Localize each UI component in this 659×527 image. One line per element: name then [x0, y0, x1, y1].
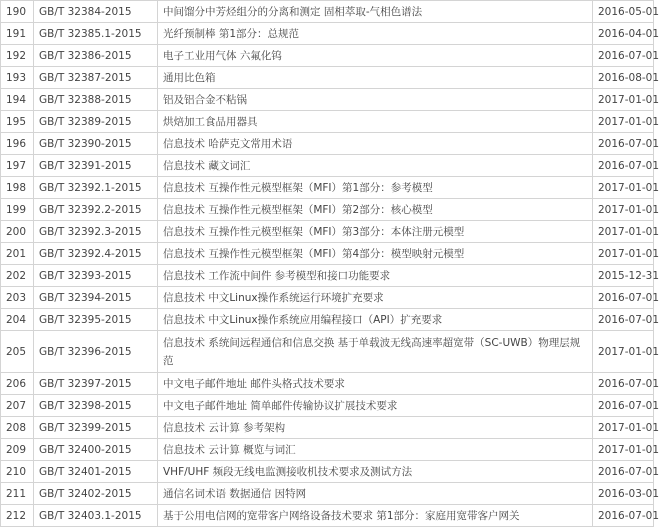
standard-code: GB/T 32391-2015 — [34, 155, 158, 177]
standard-code: GB/T 32400-2015 — [34, 439, 158, 461]
effective-date: 2017-01-01 — [593, 89, 654, 111]
standard-code: GB/T 32402-2015 — [34, 483, 158, 505]
standard-title: 信息技术 互操作性元模型框架（MFI）第4部分：模型映射元模型 — [158, 243, 593, 265]
effective-date: 2016-07-01 — [593, 155, 654, 177]
table-row — [1, 221, 654, 243]
row-number: 192 — [1, 45, 34, 67]
row-number: 200 — [1, 221, 34, 243]
table-row — [1, 177, 654, 199]
standard-code: GB/T 32385.1-2015 — [34, 23, 158, 45]
table-row — [1, 331, 654, 373]
effective-date: 2016-07-01 — [593, 461, 654, 483]
standard-title: 信息技术 云计算 参考架构 — [158, 417, 593, 439]
table-row — [1, 439, 654, 461]
standard-title: 信息技术 互操作性元模型框架（MFI）第1部分：参考模型 — [158, 177, 593, 199]
table-row — [1, 67, 654, 89]
row-number: 201 — [1, 243, 34, 265]
standard-title: VHF/UHF 频段无线电监测接收机技术要求及测试方法 — [158, 461, 593, 483]
row-number: 190 — [1, 1, 34, 23]
row-number: 205 — [1, 331, 34, 373]
standard-code: GB/T 32392.4-2015 — [34, 243, 158, 265]
row-number: 204 — [1, 309, 34, 331]
table-row — [1, 265, 654, 287]
table-row — [1, 1, 654, 23]
row-number: 211 — [1, 483, 34, 505]
standard-title: 信息技术 工作流中间件 参考模型和接口功能要求 — [158, 265, 593, 287]
standard-code: GB/T 32384-2015 — [34, 1, 158, 23]
standard-title: 中文电子邮件地址 邮件头格式技术要求 — [158, 373, 593, 395]
standard-title: 信息技术 哈萨克文常用术语 — [158, 133, 593, 155]
standard-title: 信息技术 系统间远程通信和信息交换 基于单载波无线高速率超宽带（SC-UWB）物理层规范 — [158, 331, 593, 373]
standard-code: GB/T 32397-2015 — [34, 373, 158, 395]
row-number: 208 — [1, 417, 34, 439]
table-row — [1, 243, 654, 265]
table-row — [1, 89, 654, 111]
row-number: 193 — [1, 67, 34, 89]
table-row — [1, 373, 654, 395]
standard-code: GB/T 32393-2015 — [34, 265, 158, 287]
standard-title: 中文电子邮件地址 简单邮件传输协议扩展技术要求 — [158, 395, 593, 417]
table-row — [1, 45, 654, 67]
standard-title: 通信名词术语 数据通信 因特网 — [158, 483, 593, 505]
standard-code: GB/T 32403.1-2015 — [34, 505, 158, 527]
effective-date: 2016-03-01 — [593, 483, 654, 505]
standard-code: GB/T 32394-2015 — [34, 287, 158, 309]
effective-date: 2016-07-01 — [593, 45, 654, 67]
row-number: 199 — [1, 199, 34, 221]
row-number: 194 — [1, 89, 34, 111]
standard-title: 信息技术 互操作性元模型框架（MFI）第3部分：本体注册元模型 — [158, 221, 593, 243]
standard-title: 烘焙加工食品用器具 — [158, 111, 593, 133]
effective-date: 2017-01-01 — [593, 417, 654, 439]
effective-date: 2016-07-01 — [593, 373, 654, 395]
effective-date: 2017-01-01 — [593, 177, 654, 199]
standard-code: GB/T 32389-2015 — [34, 111, 158, 133]
effective-date: 2017-01-01 — [593, 111, 654, 133]
effective-date: 2017-01-01 — [593, 243, 654, 265]
table-row — [1, 309, 654, 331]
effective-date: 2016-05-01 — [593, 1, 654, 23]
standard-code: GB/T 32386-2015 — [34, 45, 158, 67]
effective-date: 2017-01-01 — [593, 199, 654, 221]
standard-title: 信息技术 互操作性元模型框架（MFI）第2部分：核心模型 — [158, 199, 593, 221]
effective-date: 2016-07-01 — [593, 309, 654, 331]
table-row — [1, 133, 654, 155]
standard-title: 通用比色箱 — [158, 67, 593, 89]
effective-date: 2016-07-01 — [593, 395, 654, 417]
effective-date: 2017-01-01 — [593, 221, 654, 243]
standard-code: GB/T 32392.2-2015 — [34, 199, 158, 221]
table-row — [1, 483, 654, 505]
standard-title: 铝及铝合金不粘锅 — [158, 89, 593, 111]
effective-date: 2015-12-31 — [593, 265, 654, 287]
standards-table-body — [1, 1, 659, 527]
standard-title: 基于公用电信网的宽带客户网络设备技术要求 第1部分：家庭用宽带客户网关 — [158, 505, 593, 527]
standard-code: GB/T 32390-2015 — [34, 133, 158, 155]
standard-title: 光纤预制棒 第1部分：总规范 — [158, 23, 593, 45]
standard-title: 电子工业用气体 六氟化钨 — [158, 45, 593, 67]
table-row — [1, 395, 654, 417]
row-number: 198 — [1, 177, 34, 199]
effective-date: 2016-07-01 — [593, 133, 654, 155]
row-number: 203 — [1, 287, 34, 309]
row-number: 210 — [1, 461, 34, 483]
standard-code: GB/T 32396-2015 — [34, 331, 158, 373]
effective-date: 2017-01-01 — [593, 439, 654, 461]
standard-code: GB/T 32399-2015 — [34, 417, 158, 439]
standard-code: GB/T 32395-2015 — [34, 309, 158, 331]
standard-code: GB/T 32388-2015 — [34, 89, 158, 111]
standard-title: 中间馏分中芳烃组分的分离和测定 固相萃取-气相色谱法 — [158, 1, 593, 23]
row-number: 207 — [1, 395, 34, 417]
table-row — [1, 111, 654, 133]
effective-date: 2016-07-01 — [593, 287, 654, 309]
standard-code: GB/T 32398-2015 — [34, 395, 158, 417]
standard-code: GB/T 32392.1-2015 — [34, 177, 158, 199]
table-row — [1, 287, 654, 309]
row-number: 195 — [1, 111, 34, 133]
row-number: 212 — [1, 505, 34, 527]
standard-title: 信息技术 中文Linux操作系统应用编程接口（API）扩充要求 — [158, 309, 593, 331]
standard-code: GB/T 32387-2015 — [34, 67, 158, 89]
effective-date: 2016-08-01 — [593, 67, 654, 89]
row-number: 197 — [1, 155, 34, 177]
row-number: 196 — [1, 133, 34, 155]
row-number: 202 — [1, 265, 34, 287]
effective-date: 2017-01-01 — [593, 331, 654, 373]
table-row — [1, 23, 654, 45]
standard-title: 信息技术 中文Linux操作系统运行环境扩充要求 — [158, 287, 593, 309]
standard-code: GB/T 32401-2015 — [34, 461, 158, 483]
table-row — [1, 505, 654, 527]
row-number: 209 — [1, 439, 34, 461]
table-row — [1, 417, 654, 439]
standard-title: 信息技术 藏文词汇 — [158, 155, 593, 177]
effective-date: 2016-07-01 — [593, 505, 654, 527]
standard-title: 信息技术 云计算 概览与词汇 — [158, 439, 593, 461]
row-number: 191 — [1, 23, 34, 45]
table-row — [1, 155, 654, 177]
table-row — [1, 199, 654, 221]
effective-date: 2016-04-01 — [593, 23, 654, 45]
table-row — [1, 461, 654, 483]
row-number: 206 — [1, 373, 34, 395]
standard-code: GB/T 32392.3-2015 — [34, 221, 158, 243]
